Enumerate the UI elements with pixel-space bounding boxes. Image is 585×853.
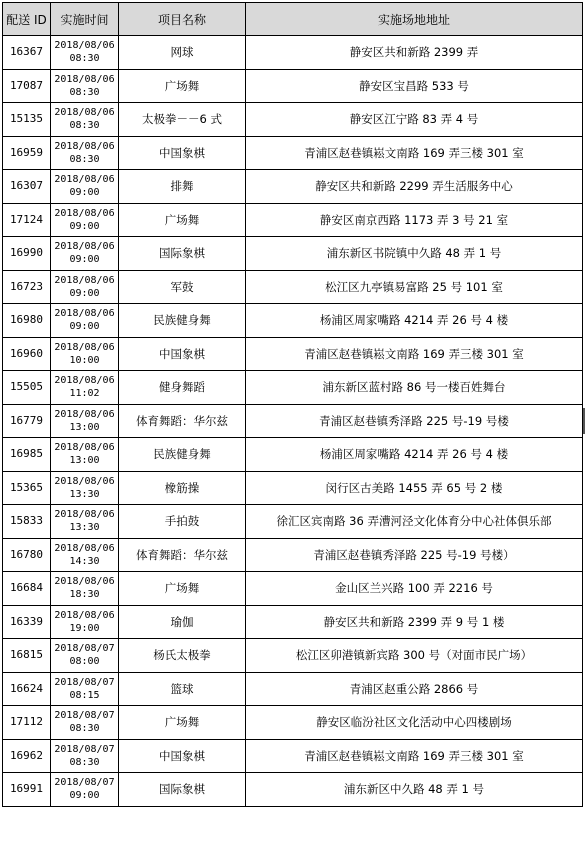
cell-time — [51, 605, 119, 639]
cell-date-text: 2018/08/06 — [54, 107, 115, 119]
cell-date-text: 2018/08/06 — [54, 207, 115, 219]
table-row — [3, 505, 583, 539]
cell-project-name: 中国象棋 — [119, 337, 246, 371]
header-row — [3, 3, 583, 36]
cell-id: 15833 — [3, 505, 51, 539]
cell-date-text: 2018/08/07 — [54, 676, 115, 688]
cell-project-name: 中国象棋 — [119, 136, 246, 170]
cell-time — [51, 706, 119, 740]
cell-address: 徐汇区宾南路 36 弄漕河泾文化体育分中心社体俱乐部 — [246, 505, 583, 539]
cell-date-text: 2018/08/07 — [54, 710, 115, 722]
cell-project-name: 军鼓 — [119, 270, 246, 304]
cell-id: 17112 — [3, 706, 51, 740]
table-row — [3, 69, 583, 103]
cell-time — [51, 672, 119, 706]
cell-id: 16980 — [3, 304, 51, 338]
cell-id: 17087 — [3, 69, 51, 103]
cell-address: 静安区南京西路 1173 弄 3 号 21 室 — [246, 203, 583, 237]
cell-time — [51, 203, 119, 237]
cell-time-text: 08:15 — [69, 689, 100, 701]
cell-time-text: 09:00 — [69, 220, 100, 232]
table-row — [3, 36, 583, 70]
table-row — [3, 371, 583, 405]
cell-project-name: 健身舞蹈 — [119, 371, 246, 405]
cell-project-name: 民族健身舞 — [119, 304, 246, 338]
cell-id: 16990 — [3, 237, 51, 271]
table-row — [3, 672, 583, 706]
cell-time-text: 09:00 — [69, 254, 100, 266]
cell-address: 青浦区赵巷镇崧文南路 169 弄三楼 301 室 — [246, 739, 583, 773]
cell-date-text: 2018/08/06 — [54, 174, 115, 186]
cell-date-text: 2018/08/06 — [54, 576, 115, 588]
cell-time-text: 09:00 — [69, 790, 100, 802]
cell-id: 16624 — [3, 672, 51, 706]
cell-date-text: 2018/08/06 — [54, 308, 115, 320]
cell-time-text: 13:00 — [69, 455, 100, 467]
cell-project-name: 太极拳－－6 式 — [119, 103, 246, 137]
cell-project-name: 篮球 — [119, 672, 246, 706]
cell-date-text: 2018/08/06 — [54, 140, 115, 152]
cell-date-text: 2018/08/06 — [54, 73, 115, 85]
cell-address: 松江区九亭镇易富路 25 号 101 室 — [246, 270, 583, 304]
cell-address: 静安区江宁路 83 弄 4 号 — [246, 103, 583, 137]
cell-id: 15135 — [3, 103, 51, 137]
table-row — [3, 739, 583, 773]
cell-address: 青浦区赵巷镇秀泽路 225 号-19 号楼） — [246, 538, 583, 572]
table-row — [3, 605, 583, 639]
table-row — [3, 706, 583, 740]
cell-time-text: 09:00 — [69, 287, 100, 299]
cell-address: 青浦区赵巷镇秀泽路 225 号-19 号楼 — [246, 404, 583, 438]
cell-address: 静安区宝昌路 533 号 — [246, 69, 583, 103]
cell-address: 闵行区古美路 1455 弄 65 号 2 楼 — [246, 471, 583, 505]
table-row — [3, 471, 583, 505]
table-body — [3, 36, 583, 807]
table-row — [3, 304, 583, 338]
cell-address: 青浦区赵巷镇崧文南路 169 弄三楼 301 室 — [246, 136, 583, 170]
cell-project-name: 体育舞蹈：华尔兹 — [119, 404, 246, 438]
cell-id: 16367 — [3, 36, 51, 70]
cell-time-text: 08:30 — [69, 53, 100, 65]
cell-address: 青浦区赵重公路 2866 号 — [246, 672, 583, 706]
cell-time — [51, 337, 119, 371]
header-time: 实施时间 — [51, 3, 119, 36]
cell-id: 16780 — [3, 538, 51, 572]
cell-time — [51, 69, 119, 103]
cell-project-name: 橡筋操 — [119, 471, 246, 505]
cell-time — [51, 471, 119, 505]
cell-address: 杨浦区周家嘴路 4214 弄 26 号 4 楼 — [246, 304, 583, 338]
cell-time-text: 19:00 — [69, 622, 100, 634]
cell-time — [51, 538, 119, 572]
cell-time — [51, 404, 119, 438]
cell-address: 青浦区赵巷镇崧文南路 169 弄三楼 301 室 — [246, 337, 583, 371]
table-row — [3, 170, 583, 204]
cell-time — [51, 270, 119, 304]
cell-project-name: 广场舞 — [119, 69, 246, 103]
header-address: 实施场地地址 — [246, 3, 583, 36]
table-row — [3, 103, 583, 137]
cell-date-text: 2018/08/06 — [54, 241, 115, 253]
cell-time-text: 13:30 — [69, 488, 100, 500]
cell-address: 静安区共和新路 2399 弄 9 号 1 楼 — [246, 605, 583, 639]
cell-time-text: 13:00 — [69, 421, 100, 433]
table-row — [3, 237, 583, 271]
cell-address: 浦东新区中久路 48 弄 1 号 — [246, 773, 583, 807]
cell-id: 16985 — [3, 438, 51, 472]
cell-address: 静安区共和新路 2299 弄生活服务中心 — [246, 170, 583, 204]
header-id: 配送 ID — [3, 3, 51, 36]
table-row — [3, 203, 583, 237]
cell-time — [51, 639, 119, 673]
schedule-table — [2, 2, 583, 807]
cell-time — [51, 438, 119, 472]
cell-time-text: 09:00 — [69, 187, 100, 199]
cell-address: 静安区临汾社区文化活动中心四楼剧场 — [246, 706, 583, 740]
cell-address: 静安区共和新路 2399 弄 — [246, 36, 583, 70]
cell-project-name: 国际象棋 — [119, 237, 246, 271]
cell-id: 16991 — [3, 773, 51, 807]
cell-date-text: 2018/08/07 — [54, 743, 115, 755]
cell-time — [51, 739, 119, 773]
cell-time-text: 08:30 — [69, 756, 100, 768]
cell-id: 16684 — [3, 572, 51, 606]
cell-id: 16339 — [3, 605, 51, 639]
cell-time — [51, 371, 119, 405]
cell-address: 松江区卯港镇新宾路 300 号（对面市民广场） — [246, 639, 583, 673]
cell-time-text: 18:30 — [69, 589, 100, 601]
cell-date-text: 2018/08/06 — [54, 40, 115, 52]
cell-id: 16723 — [3, 270, 51, 304]
cell-address: 浦东新区书院镇中久路 48 弄 1 号 — [246, 237, 583, 271]
cell-id: 16959 — [3, 136, 51, 170]
cell-time-text: 08:30 — [69, 153, 100, 165]
cell-address: 浦东新区蓝村路 86 号一楼百姓舞台 — [246, 371, 583, 405]
cell-time — [51, 103, 119, 137]
cell-id: 15365 — [3, 471, 51, 505]
cell-time-text: 08:30 — [69, 120, 100, 132]
cell-project-name: 广场舞 — [119, 706, 246, 740]
cell-project-name: 广场舞 — [119, 203, 246, 237]
cell-time-text: 10:00 — [69, 354, 100, 366]
cell-date-text: 2018/08/06 — [54, 609, 115, 621]
table-row — [3, 270, 583, 304]
cell-project-name: 民族健身舞 — [119, 438, 246, 472]
table-row — [3, 572, 583, 606]
cell-project-name: 网球 — [119, 36, 246, 70]
cell-time-text: 14:30 — [69, 555, 100, 567]
cell-time-text: 13:30 — [69, 522, 100, 534]
cell-project-name: 手拍鼓 — [119, 505, 246, 539]
cell-time-text: 08:30 — [69, 723, 100, 735]
table-row — [3, 136, 583, 170]
header-name: 项目名称 — [119, 3, 246, 36]
cell-time — [51, 572, 119, 606]
cell-date-text: 2018/08/06 — [54, 408, 115, 420]
cell-time — [51, 505, 119, 539]
cell-date-text: 2018/08/06 — [54, 442, 115, 454]
cell-time-text: 11:02 — [69, 388, 100, 400]
cell-time-text: 08:00 — [69, 656, 100, 668]
cell-date-text: 2018/08/06 — [54, 375, 115, 387]
cell-date-text: 2018/08/06 — [54, 274, 115, 286]
cell-date-text: 2018/08/06 — [54, 509, 115, 521]
cell-address: 金山区兰兴路 100 弄 2216 号 — [246, 572, 583, 606]
cell-project-name: 国际象棋 — [119, 773, 246, 807]
cell-project-name: 排舞 — [119, 170, 246, 204]
cell-project-name: 杨氏太极拳 — [119, 639, 246, 673]
cell-time — [51, 36, 119, 70]
table-row — [3, 404, 583, 438]
cell-time — [51, 136, 119, 170]
table-row — [3, 538, 583, 572]
cell-date-text: 2018/08/06 — [54, 341, 115, 353]
cell-date-text: 2018/08/07 — [54, 643, 115, 655]
table-row — [3, 773, 583, 807]
cell-time — [51, 170, 119, 204]
cell-date-text: 2018/08/06 — [54, 475, 115, 487]
table-row — [3, 639, 583, 673]
table-row — [3, 337, 583, 371]
cell-id: 15505 — [3, 371, 51, 405]
cell-time-text: 08:30 — [69, 86, 100, 98]
cell-time — [51, 773, 119, 807]
cell-address: 杨浦区周家嘴路 4214 弄 26 号 4 楼 — [246, 438, 583, 472]
cell-project-name: 中国象棋 — [119, 739, 246, 773]
cell-id: 16962 — [3, 739, 51, 773]
cell-time-text: 09:00 — [69, 321, 100, 333]
cell-date-text: 2018/08/07 — [54, 777, 115, 789]
cell-project-name: 广场舞 — [119, 572, 246, 606]
cell-project-name: 瑜伽 — [119, 605, 246, 639]
cell-time — [51, 304, 119, 338]
cell-date-text: 2018/08/06 — [54, 542, 115, 554]
table-row — [3, 438, 583, 472]
cell-id: 17124 — [3, 203, 51, 237]
cell-id: 16307 — [3, 170, 51, 204]
cell-time — [51, 237, 119, 271]
cell-id: 16960 — [3, 337, 51, 371]
cell-project-name: 体育舞蹈：华尔兹 — [119, 538, 246, 572]
cell-id: 16779 — [3, 404, 51, 438]
cell-id: 16815 — [3, 639, 51, 673]
